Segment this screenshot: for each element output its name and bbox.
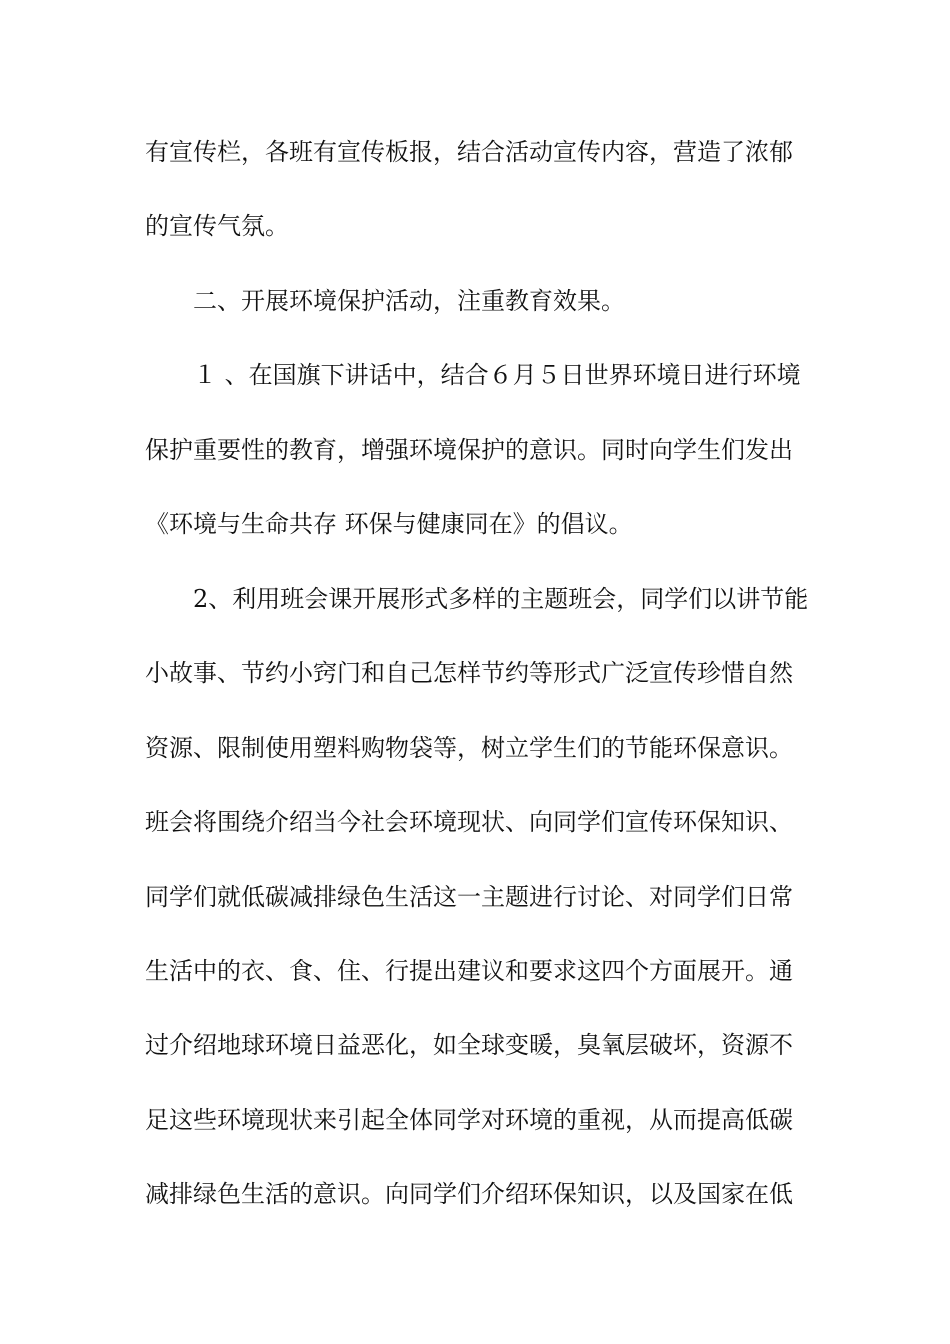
section-heading: 二、开展环境保护活动，注重教育效果。: [193, 287, 625, 315]
text-line: 过介绍地球环境日益恶化，如全球变暖，臭氧层破坏，资源不: [145, 1031, 793, 1059]
text-line: 2、利用班会课开展形式多样的主题班会，同学们以讲节能: [193, 585, 809, 613]
text-line: 生活中的衣、食、住、行提出建议和要求这四个方面展开。通: [145, 957, 793, 985]
text-line: 班会将围绕介绍当今社会环境现状、向同学们宣传环保知识、: [145, 808, 793, 836]
text-line: 保护重要性的教育，增强环境保护的意识。同时向学生们发出: [145, 436, 793, 464]
text-line: 减排绿色生活的意识。向同学们介绍环保知识，以及国家在低: [145, 1180, 793, 1208]
text-line: 的宣传气氛。: [145, 212, 289, 240]
text-line: 有宣传栏，各班有宣传板报，结合活动宣传内容，营造了浓郁: [145, 138, 793, 166]
text-line: 小故事、节约小窍门和自己怎样节约等形式广泛宣传珍惜自然: [145, 659, 793, 687]
text-line: 资源、限制使用塑料购物袋等，树立学生们的节能环保意识。: [145, 734, 793, 762]
text-line: １ 、在国旗下讲话中，结合６月５日世界环境日进行环境: [193, 361, 801, 389]
text-line: 《环境与生命共存 环保与健康同在》的倡议。: [145, 510, 633, 538]
text-line: 足这些环境现状来引起全体同学对环境的重视，从而提高低碳: [145, 1106, 793, 1134]
text-line: 同学们就低碳减排绿色生活这一主题进行讨论、对同学们日常: [145, 883, 793, 911]
